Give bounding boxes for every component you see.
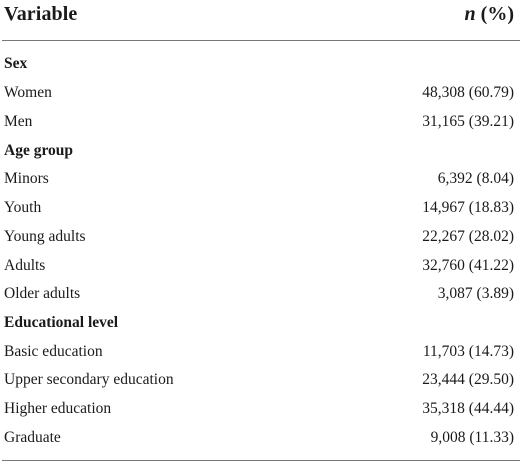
row-label: Upper secondary education [4,371,174,388]
row-label: Age group [4,142,74,159]
row-value: 48,308 (60.79) [422,84,514,101]
row-label: Higher education [4,400,112,417]
section-row-sex [2,50,520,78]
row-value: 14,967 (18.83) [422,199,514,216]
n-symbol: n [464,3,476,25]
row-value: 3,087 (3.89) [437,285,514,302]
row-value: 32,760 (41.22) [422,257,514,274]
table-row [2,338,520,366]
row-label: Minors [4,170,49,187]
row-value: 31,165 (39.21) [422,113,514,130]
row-label: Educational level [4,314,119,331]
row-value: 6,392 (8.04) [437,170,514,187]
row-label: Graduate [4,429,61,446]
row-value: 22,267 (28.02) [422,228,514,245]
table-row [2,223,520,251]
row-label: Adults [4,257,46,274]
percent-symbol: (%) [475,3,514,25]
table-row [2,252,520,280]
row-value: 23,444 (29.50) [422,371,514,388]
table-row [2,280,520,308]
table-header [2,0,520,40]
table-row [2,165,520,193]
row-label: Youth [4,199,42,216]
section-row-age-group [2,137,520,165]
row-label: Women [4,84,52,101]
table-bottom-divider [2,460,520,461]
column-header-n-percent [465,3,514,26]
row-value: 35,318 (44.44) [422,400,514,417]
header-divider [2,40,520,41]
row-value: 11,703 (14.73) [422,343,514,360]
table-row [2,395,520,423]
row-label: Young adults [4,228,86,245]
section-row-educational-level [2,309,520,337]
row-label: Older adults [4,285,81,302]
row-value: 9,008 (11.33) [430,429,514,446]
row-label: Men [4,113,33,130]
table-row [2,108,520,136]
row-label: Sex [4,55,28,72]
table-row [2,366,520,394]
column-header-variable: Variable [4,3,78,25]
table-row [2,194,520,222]
row-label: Basic education [4,343,103,360]
demographics-table [2,0,522,466]
table-row [2,424,520,452]
table-row [2,79,520,107]
